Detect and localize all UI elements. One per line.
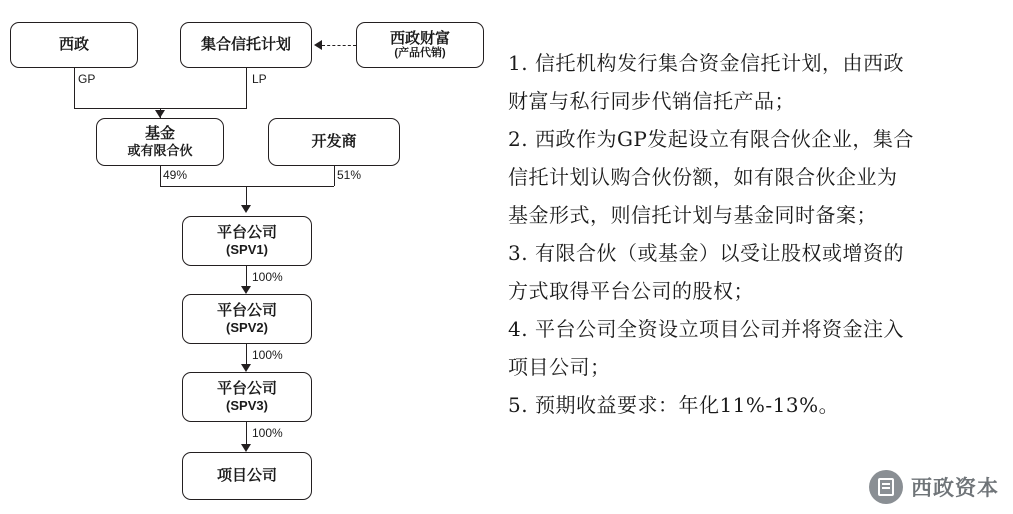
watermark-text: 西政资本 [911,475,999,500]
note-line: 财富与私行同步代销信托产品； [508,89,795,113]
note-line: 4. 平台公司全资设立项目公司并将资金注入 [508,317,904,341]
edge-51-horizontal [246,186,334,187]
node-project [182,452,312,500]
node-xizheng [10,22,138,68]
node-developer-title: 开发商 [311,133,357,151]
watermark [869,470,999,504]
edge-label-gp: GP [78,72,96,86]
edge-spv2-spv3-arrow [241,364,251,372]
edge-wealth-to-trust [322,45,356,46]
node-spv3-sub: (SPV3) [226,398,268,414]
node-xizheng-title: 西政 [58,36,89,54]
notes-panel [508,44,993,424]
node-spv3-title: 平台公司 [216,380,277,398]
org-structure-diagram [0,0,500,514]
node-spv1 [182,216,312,266]
node-fund-lp-sub: 或有限合伙 [127,143,193,159]
edge-label-spv3-project: 100% [252,426,283,440]
edge-label-spv2-spv3: 100% [252,348,283,362]
node-project-title: 项目公司 [216,467,277,485]
note-line: 项目公司； [508,355,611,379]
edge-lp-vertical [246,68,247,108]
edge-label-49: 49% [163,168,188,182]
edge-label-51: 51% [337,168,362,182]
edge-spv1-spv2-arrow [241,286,251,294]
edge-label-spv1-spv2: 100% [252,270,283,284]
note-line: 2. 西政作为GP发起设立有限合伙企业，集合 [508,127,914,151]
edge-label-lp: LP [252,72,267,86]
node-wealth-sub: (产品代销) [394,47,446,60]
note-line: 3. 有限合伙（或基金）以受让股权或增资的 [508,241,904,265]
edge-spv3-project-arrow [241,444,251,452]
node-wealth [356,22,484,68]
edge-49-horizontal [160,186,246,187]
note-line: 基金形式，则信托计划与基金同时备案； [508,203,877,227]
node-fund-lp [96,118,224,166]
node-spv1-sub: (SPV1) [226,242,268,258]
node-trust-plan-title: 集合信托计划 [200,36,291,54]
watermark-logo-icon [869,470,903,504]
node-spv2 [182,294,312,344]
edge-fund-down [160,166,161,186]
node-spv2-title: 平台公司 [216,302,277,320]
node-developer [268,118,400,166]
node-spv2-sub: (SPV2) [226,320,268,336]
note-line: 1. 信托机构发行集合资金信托计划，由西政 [508,51,904,75]
node-trust-plan [180,22,312,68]
edge-developer-down [334,166,335,186]
note-line: 方式取得平台公司的股权； [508,279,754,303]
edge-to-spv1-arrow [241,205,251,213]
edge-join-to-fund-arrow [155,110,165,118]
edge-gp-vertical [74,68,75,108]
node-spv1-title: 平台公司 [216,224,277,242]
edge-wealth-to-trust-arrow [314,40,322,50]
node-spv3 [182,372,312,422]
node-wealth-title: 西政财富 [389,29,450,47]
node-fund-lp-title: 基金 [144,125,175,143]
note-line: 5. 预期收益要求：年化11%-13%。 [508,393,840,417]
note-line: 信托计划认购合伙份额，如有限合伙企业为 [508,165,898,189]
